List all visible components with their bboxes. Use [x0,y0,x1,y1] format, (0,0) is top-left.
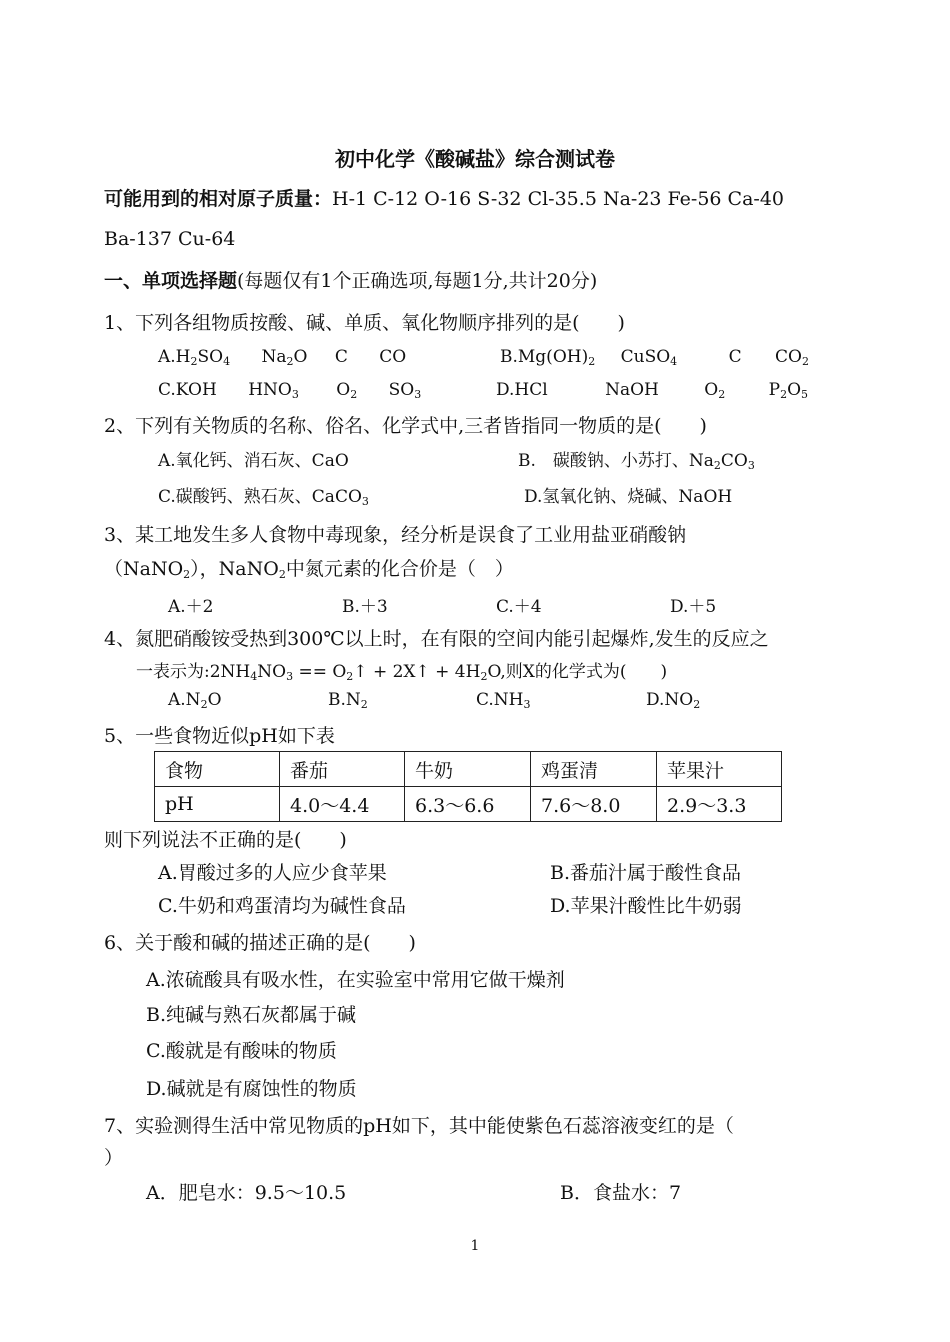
question-3-option-a: A.＋2 [168,597,214,617]
question-2-option-b: B. 碳酸钠、小苏打、$Na_2CO_3$ [518,451,755,472]
atomic-mass-values-1: H-1 C-12 O-16 S-32 Cl-35.5 Na-23 Fe-56 Ca-40 [332,188,785,210]
ph-table-cell: 2.9～3.3 [657,787,782,822]
question-5-option-a: A.胃酸过多的人应少食苹果 [158,862,387,884]
ph-table-cell: 7.6～8.0 [531,787,657,822]
page-number: 1 [470,1238,480,1254]
atomic-mass-line-1 [104,184,784,211]
question-4-option-a: $A.N_2O$ [168,690,222,711]
ph-table-cell: 苹果汁 [657,752,782,787]
question-4-option-b: $B.N_2$ [328,690,368,711]
ph-table-cell: pH [155,787,280,822]
question-4-option-c: $C.NH_3$ [476,690,531,711]
section-note: (每题仅有1个正确选项,每题1分,共计20分) [237,270,598,292]
ph-table-header-row [155,752,782,787]
question-4-stem-line-1: 4、氮肥硝酸铵受热到300℃以上时，在有限的空间内能引起爆炸,发生的反应之 [104,628,769,650]
question-1-option-b: $B.Mg(OH)_2$ CuSO$_4$ C $CO_2$ [500,347,809,368]
question-2-option-a: A.氧化钙、消石灰、CaO [158,451,349,471]
question-5-option-b: B.番茄汁属于酸性食品 [550,862,742,884]
question-5-ask: 则下列说法不正确的是( ) [104,829,347,851]
ph-table-cell: 鸡蛋清 [531,752,657,787]
question-2-stem: 2、下列有关物质的名称、俗名、化学式中,三者皆指同一物质的是( ) [104,415,707,437]
atomic-mass-label: 可能用到的相对原子质量： [104,188,333,210]
question-2-option-d: D.氢氧化钠、烧碱、NaOH [524,487,733,507]
question-4-stem-line-2: 一表示为$:2NH_4NO_3$ == $O_2↑$ + 2X↑ + $4H_2O$,则X的化学式为( ) [136,662,668,683]
ph-table-cell: 6.3～6.6 [405,787,531,822]
page-title: 初中化学《酸碱盐》综合测试卷 [335,147,615,171]
question-3-option-d: D.＋5 [670,597,717,617]
question-7-option-b: B．食盐水：7 [560,1182,682,1204]
section-title: 一、单项选择题 [104,270,238,292]
question-6-option-d: D.碱就是有腐蚀性的物质 [146,1078,357,1100]
atomic-mass-line-2: Ba-137 Cu-64 [104,228,236,250]
section-heading [104,266,597,293]
question-5-option-c: C.牛奶和鸡蛋清均为碱性食品 [158,895,406,917]
question-1-stem: 1、下列各组物质按酸、碱、单质、氧化物顺序排列的是( ) [104,312,625,334]
question-3-stem-line-2: （NaNO$_2$），NaNO$_2$中氮元素的化合价是（ ） [104,558,514,581]
question-7-option-a: A．肥皂水：9.5～10.5 [146,1182,347,1204]
ph-table-cell: 牛奶 [405,752,531,787]
question-1-option-d: D.HCl NaOH $O_2$ $P_2O_5$ [496,380,809,401]
question-5-stem: 5、一些食物近似pH如下表 [104,725,335,747]
question-3-option-c: C.＋4 [496,597,542,617]
ph-table [154,751,782,822]
question-5-option-d: D.苹果汁酸性比牛奶弱 [550,895,742,917]
ph-table-value-row [155,787,782,822]
question-6-option-b: B.纯碱与熟石灰都属于碱 [146,1004,357,1026]
question-3-option-b: B.＋3 [342,597,388,617]
question-6-option-a: A.浓硫酸具有吸水性，在实验室中常用它做干燥剂 [146,969,565,991]
question-3-stem-line-1: 3、某工地发生多人食物中毒现象，经分析是误食了工业用盐亚硝酸钠 [104,524,687,546]
ph-table-cell: 番茄 [280,752,405,787]
question-1-option-a: $A.H_2SO_4$ $Na_2O$ C CO [158,347,407,368]
question-6-stem: 6、关于酸和碱的描述正确的是( ) [104,932,416,954]
question-6-option-c: C.酸就是有酸味的物质 [146,1040,337,1062]
ph-table-cell: 4.0～4.4 [280,787,405,822]
ph-table-cell: 食物 [155,752,280,787]
question-1-option-c: C.KOH $HNO_3$ $O_2$ $SO_3$ [158,380,422,401]
question-4-option-d: $D.NO_2$ [646,690,701,711]
question-7-stem-line-1: 7、实验测得生活中常见物质的pH如下，其中能使紫色石蕊溶液变红的是（ [104,1115,734,1137]
question-2-option-c: C.碳酸钙、熟石灰、CaCO$_3$ [158,487,369,508]
question-7-stem-line-2: ） [104,1147,124,1169]
